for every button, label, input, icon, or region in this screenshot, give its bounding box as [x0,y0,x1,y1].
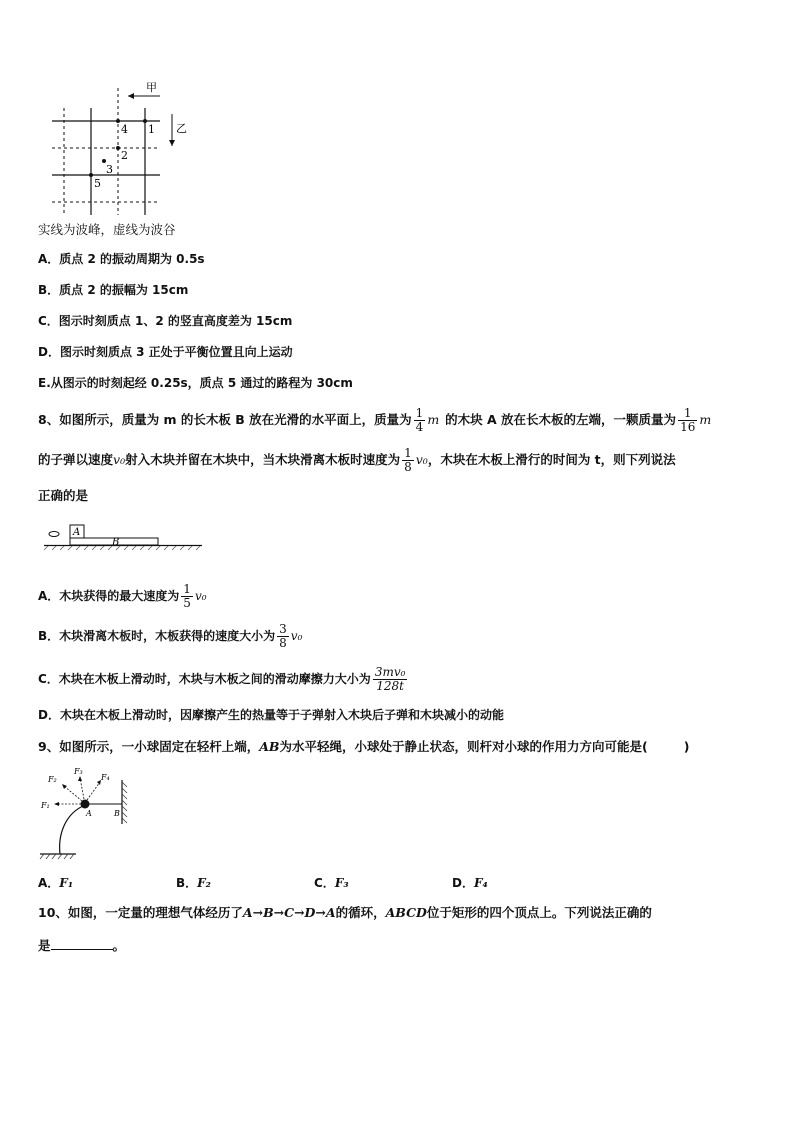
q8-text: 射入木块并留在木块中，当木块滑离木板时速度为 [125,452,401,467]
label-f1: F₁ [41,801,50,810]
label-b: B [112,537,120,548]
arrow-head-icon [62,784,67,789]
fraction-friction: $\frac{\text{3mv₀}}{128t}$ [374,664,406,693]
point-2 [116,146,120,150]
q9-option-a: A．F₁ [38,876,74,890]
force-f4-arrow [87,782,100,800]
q8-line-3: 正确的是 [38,488,89,503]
q7-option-a: A．质点 2 的振动周期为 0.5s [38,252,205,266]
arrow-head-icon [78,776,82,781]
q8-text: ，木块在木板上滑行的时间为 t，则下列说法 [427,452,676,467]
light-rod [60,805,85,854]
force-f3-arrow [80,778,84,799]
arrow-head-icon [169,140,175,146]
var-m: m [699,412,712,427]
q10-line-2: 是 。 [38,938,126,953]
q9-option-c: C．F₃ [314,876,349,890]
label-f4: F₄ [101,773,110,782]
point-1 [143,119,147,123]
label-point-3: 3 [106,163,113,176]
wall-hatch [122,782,127,823]
q7-option-c: C．图示时刻质点 1、2 的竖直高度差为 15cm [38,314,293,328]
arrow-head-icon [54,802,59,806]
label-point-2: 2 [121,149,128,162]
q10-stem: 10、如图，一定量的理想气体经历了A→B→C→D→A的循环，ABCD位于矩形的四个顶点上。下列说法正确的 [38,905,652,920]
fraction-eighth: $\frac{1}{8}$ [404,445,412,474]
fraction-quarter: $\frac{1}{4}$ [415,405,424,434]
fraction-three-eighths: $\frac{3}{8}$ [279,621,287,650]
q9-option-b: B．F₂ [176,876,211,890]
q8-option-b: B．木块滑离木板时，木板获得的速度大小为 $\frac{3}{8}$ v₀ [38,621,303,650]
q9-option-d: D．F₄ [452,876,488,890]
ground-hatch [40,854,74,859]
q9-stem: 9、如图所示，一小球固定在轻杆上端，AB为水平轻绳，小球处于静止状态，则杆对小球的作用力方向可能是( ) [38,739,690,754]
ground-hatch [44,546,200,550]
bullet [49,532,59,537]
arrow-head-icon [128,93,134,99]
label-point-4: 4 [121,123,128,136]
q8-option-d: D．木块在木板上滑动时，因摩擦产生的热量等于子弹射入木块后子弹和木块减小的动能 [38,708,504,722]
fraction-fifth: $\frac{1}{5}$ [183,581,191,610]
rod-ball-figure [36,764,136,860]
point-4 [116,119,120,123]
label-jia: 甲 [146,81,157,94]
label-f2: F₂ [48,775,57,784]
q8-text: 8、如图所示，质量为 m 的长木板 B 放在光滑的水平面上，质量为 [38,412,412,427]
label-a: A [73,527,81,538]
label-point-5: 5 [94,177,101,190]
label-f3: F₃ [74,767,83,776]
q7-option-e: E.从图示的时刻起经 0.25s，质点 5 通过的路程为 30cm [38,376,353,390]
wave-grid-figure [48,80,198,220]
var-v0: v₀ [113,452,126,467]
q8-text: 的子弹以速度 [38,452,114,467]
label-b: B [114,809,120,818]
label-point-1: 1 [148,123,155,136]
force-f2-arrow [64,786,82,801]
answer-blank[interactable] [51,937,113,950]
q7-option-b: B．质点 2 的振幅为 15cm [38,283,189,297]
wave-caption: 实线为波峰，虚线为波谷 [38,222,176,237]
fraction-sixteenth: $\frac{1}{16}$ [680,405,696,434]
point-5 [89,173,93,177]
block-board-figure [40,519,205,551]
q8-option-c: C．木块在木板上滑动时，木块与木板之间的滑动摩擦力大小为 $\frac{\text{3mv₀}}{128t}$ [38,664,406,693]
q8-text: 的木块 A 放在长木板的左端，一颗质量为 [445,412,677,427]
q7-option-d: D．图示时刻质点 3 正处于平衡位置且向上运动 [38,345,293,359]
var-m: m [427,412,440,427]
label-yi: 乙 [176,122,187,135]
q8-line-2 [38,442,676,478]
label-a: A [86,809,92,818]
q8-line-1 [38,402,711,438]
q8-option-a: A．木块获得的最大速度为 $\frac{1}{5}$ v₀ [38,581,207,610]
var-v0: v₀ [415,452,428,467]
